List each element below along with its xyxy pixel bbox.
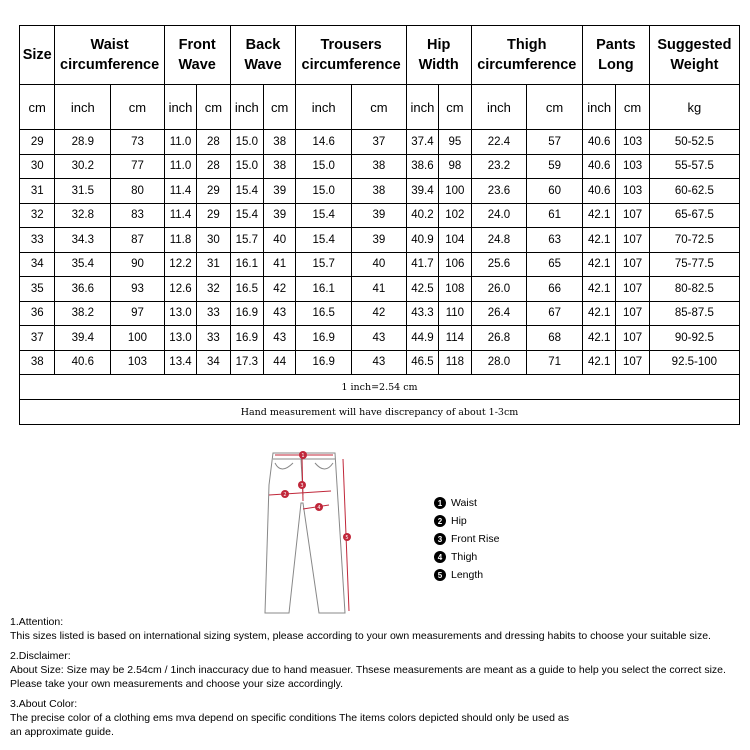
legend-item	[434, 566, 499, 584]
table-cell: 103	[616, 154, 649, 179]
table-cell: 40.9	[406, 228, 438, 253]
table-cell: 16.1	[230, 252, 263, 277]
table-cell: 16.9	[230, 301, 263, 326]
column-header	[582, 26, 649, 85]
table-cell: 35	[20, 277, 55, 302]
table-cell: 118	[439, 350, 471, 375]
table-cell: 41	[352, 277, 407, 302]
table-cell: 90	[111, 252, 165, 277]
table-cell: 34	[20, 252, 55, 277]
table-cell: 42.1	[582, 350, 615, 375]
table-cell: 31.5	[55, 179, 111, 204]
table-cell: 38	[264, 130, 296, 155]
table-cell: 37	[20, 326, 55, 351]
table-cell: 73	[111, 130, 165, 155]
table-cell: 15.0	[230, 130, 263, 155]
table-cell: 107	[616, 301, 649, 326]
table-cell: 103	[616, 179, 649, 204]
pants-measurement-diagram	[263, 445, 363, 617]
table-cell: 106	[439, 252, 471, 277]
table-cell: 28.9	[55, 130, 111, 155]
table-cell: 11.4	[164, 179, 196, 204]
table-cell: 36.6	[55, 277, 111, 302]
table-cell: 42	[352, 301, 407, 326]
table-cell: 39.4	[55, 326, 111, 351]
table-cell: 32	[20, 203, 55, 228]
legend-item	[434, 530, 499, 548]
table-row	[20, 154, 740, 179]
table-cell: 50-52.5	[649, 130, 739, 155]
legend-item	[434, 494, 499, 512]
note-line: This sizes listed is based on international sizing system, please according to your own measurements and dressing habits to choose your suitable size.	[10, 630, 711, 642]
legend-number-icon: 5	[434, 569, 446, 581]
table-cell: 92.5-100	[649, 350, 739, 375]
table-cell: 31	[20, 179, 55, 204]
table-cell: 29	[197, 179, 230, 204]
table-cell: 43.3	[406, 301, 438, 326]
note-block	[10, 615, 745, 643]
note-block	[10, 697, 745, 739]
table-cell: 32.8	[55, 203, 111, 228]
header-line: Size	[22, 47, 52, 63]
hip-line	[269, 491, 331, 495]
table-cell: 41.7	[406, 252, 438, 277]
column-header	[55, 26, 164, 85]
table-cell: 114	[439, 326, 471, 351]
legend-number-icon: 4	[434, 551, 446, 563]
table-cell: 29	[20, 130, 55, 155]
table-cell: 15.4	[230, 179, 263, 204]
table-cell: 57	[527, 130, 583, 155]
legend-label: Waist	[451, 497, 477, 509]
table-cell: 44.9	[406, 326, 438, 351]
table-cell: 42.1	[582, 301, 615, 326]
unit-cell: cm	[20, 85, 55, 130]
table-cell: 26.8	[471, 326, 527, 351]
table-cell: 83	[111, 203, 165, 228]
table-row	[20, 277, 740, 302]
unit-cell: inch	[471, 85, 527, 130]
table-cell: 15.0	[230, 154, 263, 179]
table-cell: 93	[111, 277, 165, 302]
table-cell: 38.2	[55, 301, 111, 326]
table-cell: 38	[352, 154, 407, 179]
unit-cell: inch	[230, 85, 263, 130]
pocket-right	[315, 463, 333, 469]
table-cell: 107	[616, 203, 649, 228]
table-cell: 37.4	[406, 130, 438, 155]
table-cell: 23.2	[471, 154, 527, 179]
unit-cell: inch	[582, 85, 615, 130]
table-cell: 42	[264, 277, 296, 302]
header-line: Back	[245, 37, 281, 53]
table-cell: 39	[352, 203, 407, 228]
discrepancy-note: Hand measurement will have discrepancy of about 1-3cm	[20, 400, 740, 425]
table-cell: 43	[264, 301, 296, 326]
table-cell: 15.4	[296, 203, 352, 228]
table-cell: 42.1	[582, 326, 615, 351]
table-cell: 34.3	[55, 228, 111, 253]
unit-cell: inch	[164, 85, 196, 130]
table-cell: 90-92.5	[649, 326, 739, 351]
table-cell: 108	[439, 277, 471, 302]
table-cell: 34	[197, 350, 230, 375]
unit-cell: cm	[111, 85, 165, 130]
note-block	[10, 649, 745, 691]
table-row	[20, 228, 740, 253]
rise-line	[302, 457, 303, 501]
table-cell: 11.8	[164, 228, 196, 253]
header-line: Weight	[670, 57, 719, 73]
table-cell: 65	[527, 252, 583, 277]
marker-2-label: 2	[283, 492, 287, 498]
table-cell: 13.4	[164, 350, 196, 375]
conversion-note: 1 inch=2.54 cm	[20, 375, 740, 400]
table-cell: 67	[527, 301, 583, 326]
table-cell: 28.0	[471, 350, 527, 375]
table-cell: 42.1	[582, 228, 615, 253]
header-line: Front	[178, 37, 216, 53]
unit-cell: cm	[197, 85, 230, 130]
table-cell: 24.8	[471, 228, 527, 253]
table-cell: 107	[616, 326, 649, 351]
note-title: 3.About Color:	[10, 698, 78, 710]
note-title: 2.Disclaimer:	[10, 650, 71, 662]
table-cell: 31	[197, 252, 230, 277]
table-cell: 71	[527, 350, 583, 375]
header-line: Width	[418, 57, 459, 73]
table-cell: 100	[111, 326, 165, 351]
table-cell: 33	[197, 326, 230, 351]
column-header	[296, 26, 406, 85]
table-cell: 16.9	[296, 326, 352, 351]
table-cell: 40.2	[406, 203, 438, 228]
table-cell: 104	[439, 228, 471, 253]
column-header	[406, 26, 471, 85]
table-cell: 95	[439, 130, 471, 155]
legend-label: Thigh	[451, 551, 478, 563]
legend-item	[434, 548, 499, 566]
table-cell: 36	[20, 301, 55, 326]
table-cell: 16.5	[230, 277, 263, 302]
table-cell: 40.6	[55, 350, 111, 375]
table-cell: 15.4	[230, 203, 263, 228]
table-cell: 63	[527, 228, 583, 253]
table-cell: 61	[527, 203, 583, 228]
table-cell: 24.0	[471, 203, 527, 228]
table-cell: 15.7	[296, 252, 352, 277]
unit-cell: cm	[352, 85, 407, 130]
table-row	[20, 130, 740, 155]
table-cell: 38	[352, 179, 407, 204]
unit-cell: cm	[616, 85, 649, 130]
note-line: an approximate guide.	[10, 726, 114, 738]
unit-row	[20, 85, 740, 130]
table-cell: 29	[197, 203, 230, 228]
table-cell: 40	[264, 228, 296, 253]
table-cell: 30	[20, 154, 55, 179]
table-cell: 17.3	[230, 350, 263, 375]
table-cell: 15.0	[296, 179, 352, 204]
table-row	[20, 203, 740, 228]
table-cell: 65-67.5	[649, 203, 739, 228]
legend-label: Length	[451, 569, 484, 581]
unit-cell: cm	[264, 85, 296, 130]
table-cell: 16.9	[230, 326, 263, 351]
marker-3-label: 3	[300, 483, 304, 489]
table-cell: 11.0	[164, 154, 196, 179]
table-cell: 33	[197, 301, 230, 326]
table-cell: 26.0	[471, 277, 527, 302]
table-cell: 35.4	[55, 252, 111, 277]
legend-number-icon: 2	[434, 515, 446, 527]
table-cell: 22.4	[471, 130, 527, 155]
table-cell: 38.6	[406, 154, 438, 179]
table-cell: 11.4	[164, 203, 196, 228]
table-cell: 16.9	[296, 350, 352, 375]
table-cell: 12.6	[164, 277, 196, 302]
header-line: Thigh	[507, 37, 547, 53]
table-cell: 16.5	[296, 301, 352, 326]
header-line: circumference	[477, 57, 577, 73]
table-cell: 13.0	[164, 326, 196, 351]
table-cell: 15.7	[230, 228, 263, 253]
table-cell: 107	[616, 277, 649, 302]
table-cell: 107	[616, 252, 649, 277]
unit-cell: inch	[55, 85, 111, 130]
table-cell: 28	[197, 154, 230, 179]
table-cell: 40.6	[582, 179, 615, 204]
header-line: Waist	[90, 37, 129, 53]
table-cell: 41	[264, 252, 296, 277]
notes-section	[10, 615, 745, 745]
table-cell: 66	[527, 277, 583, 302]
note-line: About Size: Size may be 2.54cm / 1inch inaccuracy due to hand measuer. Thsese measurements are meant as a guide to help you select the correct size.	[10, 664, 726, 676]
unit-cell: cm	[527, 85, 583, 130]
table-cell: 32	[197, 277, 230, 302]
table-cell: 28	[197, 130, 230, 155]
table-cell: 43	[264, 326, 296, 351]
column-header	[20, 26, 55, 85]
header-line: circumference	[301, 57, 401, 73]
table-cell: 43	[352, 326, 407, 351]
pocket-left	[275, 463, 293, 469]
pants-outline	[265, 453, 345, 613]
marker-4-label: 4	[317, 505, 321, 511]
table-cell: 40	[352, 252, 407, 277]
table-cell: 39	[264, 179, 296, 204]
table-cell: 80-82.5	[649, 277, 739, 302]
table-cell: 37	[352, 130, 407, 155]
table-row	[20, 350, 740, 375]
unit-cell: cm	[439, 85, 471, 130]
column-header	[471, 26, 582, 85]
table-row	[20, 301, 740, 326]
table-cell: 60	[527, 179, 583, 204]
header-line: Wave	[178, 57, 216, 73]
table-row	[20, 252, 740, 277]
table-cell: 11.0	[164, 130, 196, 155]
table-cell: 97	[111, 301, 165, 326]
table-cell: 75-77.5	[649, 252, 739, 277]
header-line: Trousers	[320, 37, 382, 53]
table-cell: 70-72.5	[649, 228, 739, 253]
measurement-legend	[434, 494, 499, 584]
legend-number-icon: 1	[434, 497, 446, 509]
table-cell: 30	[197, 228, 230, 253]
table-cell: 42.1	[582, 277, 615, 302]
table-cell: 42.1	[582, 203, 615, 228]
table-cell: 40.6	[582, 130, 615, 155]
table-cell: 80	[111, 179, 165, 204]
note-title: 1.Attention:	[10, 616, 64, 628]
table-cell: 14.6	[296, 130, 352, 155]
note-line: The precise color of a clothing ems mva depend on specific conditions The items colors depicted should only be used as	[10, 712, 569, 724]
unit-cell: kg	[649, 85, 739, 130]
table-cell: 77	[111, 154, 165, 179]
header-line: circumference	[60, 57, 160, 73]
table-cell: 38	[264, 154, 296, 179]
marker-1-label: 1	[301, 453, 305, 459]
note-line: Please take your own measurements and choose your size accordingly.	[10, 678, 344, 690]
header-line: Hip	[426, 37, 451, 53]
table-cell: 39.4	[406, 179, 438, 204]
table-cell: 46.5	[406, 350, 438, 375]
table-cell: 25.6	[471, 252, 527, 277]
legend-item	[434, 512, 499, 530]
table-cell: 107	[616, 228, 649, 253]
size-chart-table	[19, 25, 740, 425]
table-cell: 103	[616, 130, 649, 155]
table-cell: 39	[264, 203, 296, 228]
table-cell: 100	[439, 179, 471, 204]
column-header	[230, 26, 296, 85]
table-cell: 102	[439, 203, 471, 228]
legend-number-icon: 3	[434, 533, 446, 545]
table-cell: 12.2	[164, 252, 196, 277]
legend-label: Front Rise	[451, 533, 500, 545]
table-cell: 23.6	[471, 179, 527, 204]
table-cell: 15.0	[296, 154, 352, 179]
table-cell: 98	[439, 154, 471, 179]
header-line: Pants	[596, 37, 636, 53]
table-cell: 43	[352, 350, 407, 375]
unit-cell: inch	[406, 85, 438, 130]
table-cell: 59	[527, 154, 583, 179]
table-cell: 39	[352, 228, 407, 253]
table-cell: 38	[20, 350, 55, 375]
header-line: Suggested	[657, 37, 732, 53]
header-row	[20, 26, 740, 85]
table-cell: 33	[20, 228, 55, 253]
table-cell: 103	[111, 350, 165, 375]
marker-5-label: 5	[345, 535, 349, 541]
unit-cell: inch	[296, 85, 352, 130]
column-header	[164, 26, 230, 85]
table-cell: 87	[111, 228, 165, 253]
table-cell: 42.5	[406, 277, 438, 302]
table-cell: 30.2	[55, 154, 111, 179]
table-cell: 110	[439, 301, 471, 326]
table-cell: 68	[527, 326, 583, 351]
table-cell: 42.1	[582, 252, 615, 277]
header-line: Wave	[244, 57, 282, 73]
table-row	[20, 326, 740, 351]
table-row	[20, 179, 740, 204]
column-header	[649, 26, 739, 85]
table-cell: 60-62.5	[649, 179, 739, 204]
table-cell: 15.4	[296, 228, 352, 253]
table-cell: 40.6	[582, 154, 615, 179]
table-cell: 85-87.5	[649, 301, 739, 326]
header-line: Long	[598, 57, 634, 73]
table-cell: 13.0	[164, 301, 196, 326]
table-cell: 107	[616, 350, 649, 375]
table-cell: 16.1	[296, 277, 352, 302]
table-cell: 26.4	[471, 301, 527, 326]
table-cell: 55-57.5	[649, 154, 739, 179]
legend-label: Hip	[451, 515, 467, 527]
table-cell: 44	[264, 350, 296, 375]
